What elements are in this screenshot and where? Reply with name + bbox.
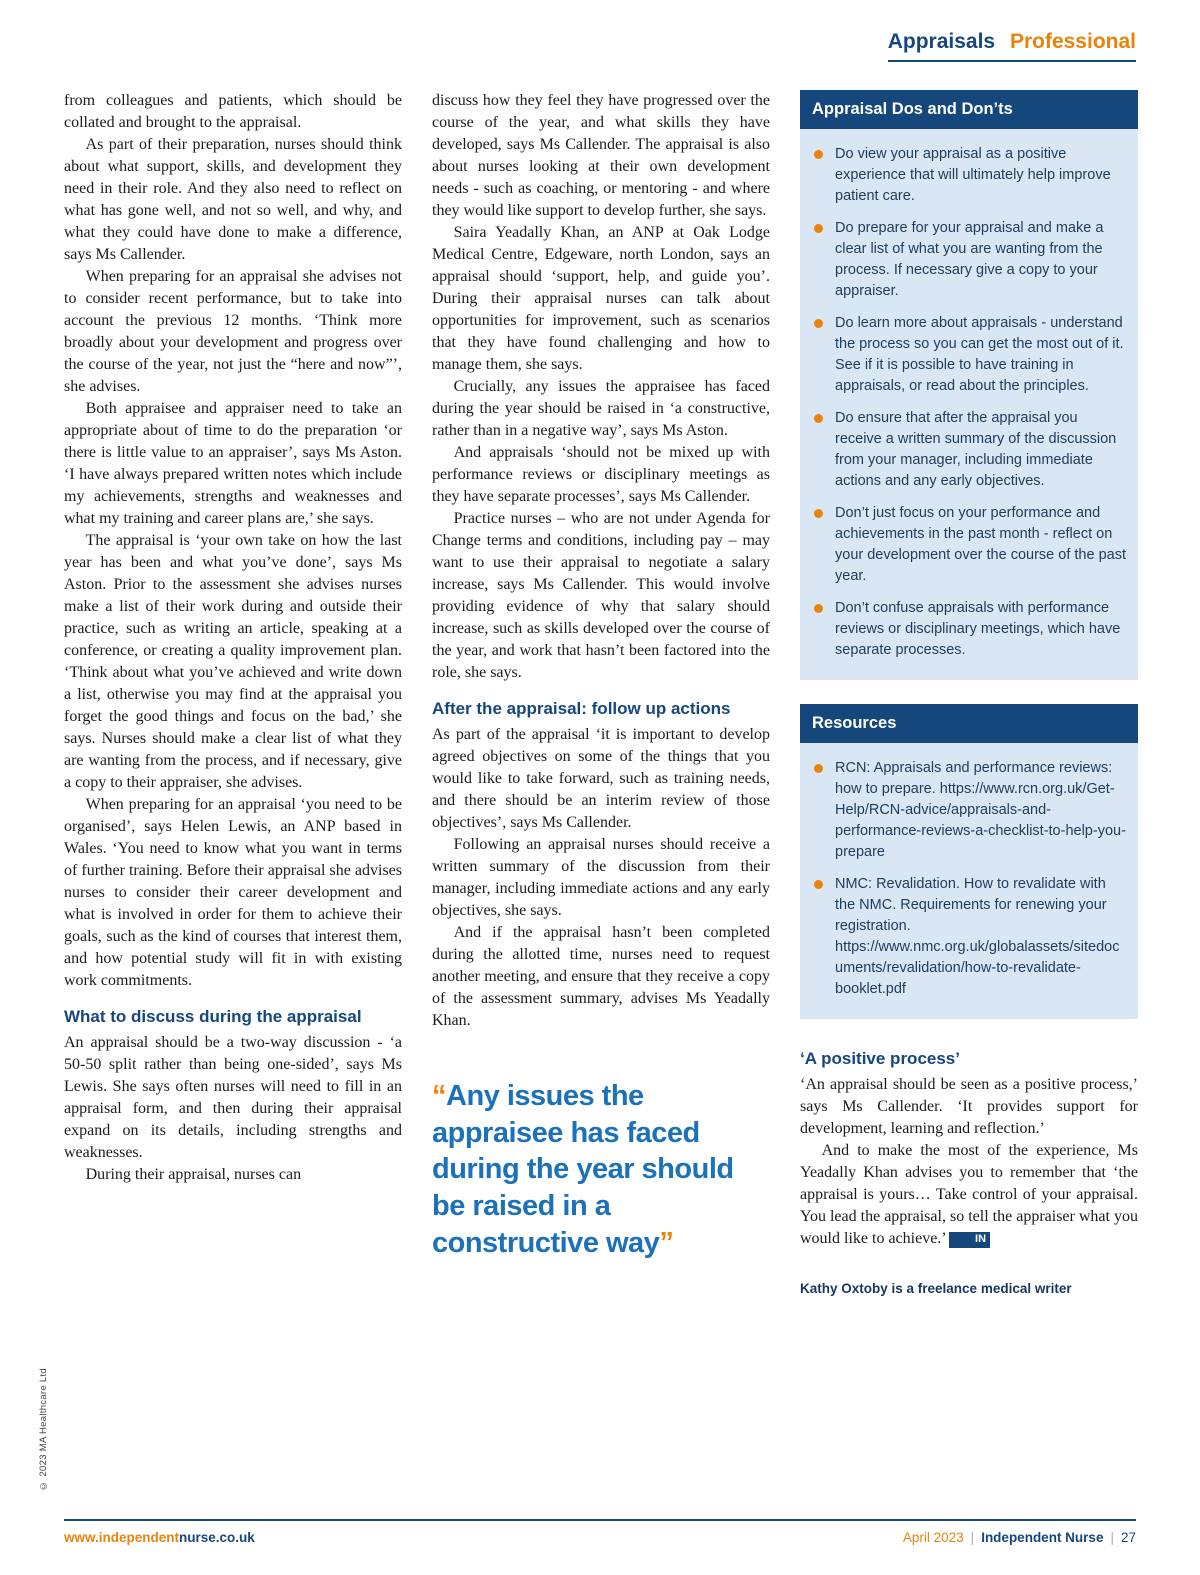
body-paragraph: As part of their preparation, nurses should think about what support, skills, and development they need in their role. And they also need to reflect on what has gone well, and not so well, and why, and what they could have done to make a difference, says Ms Callender. [64, 136, 402, 263]
body-paragraph: And appraisals ‘should not be mixed up with performance reviews or disciplinary meetings as they have separate processes’, says Ms Callender. [432, 444, 770, 505]
dos-and-donts-box-body [800, 129, 1138, 680]
body-paragraph: When preparing for an appraisal she advises not to consider recent performance, but to take into account the previous 12 months. ‘Think more broadly about your development and progress over the course of the year, not just the “here and now”’, she advises. [64, 268, 402, 395]
column-1-text [64, 90, 402, 1186]
bullet-item: RCN: Appraisals and performance reviews: how to prepare. https://www.rcn.org.uk/Get-Help/RCN-advice/appraisals-and-performance-reviews-a-checklist-to-help-you-prepare [812, 758, 1126, 863]
category-title: Professional [1009, 30, 1136, 53]
section-title: Appraisals [887, 30, 996, 53]
resources-box-body [800, 743, 1138, 1019]
author-byline: Kathy Oxtoby is a freelance medical writer [800, 1281, 1072, 1297]
body-paragraph: Both appraisee and appraiser need to take an appropriate about of time to do the preparation ‘or there is little value to an appraiser’, says Ms Aston. ‘I have always prepared written notes which include my achievements, strengths and weaknesses and what my training and career plans are,’ she says. [64, 400, 402, 527]
close-quote-mark: ” [659, 1226, 674, 1259]
body-paragraph: discuss how they feel they have progressed over the course of the year, and what skills they have developed, says Ms Callender. The appraisal is also about nurses looking at their own development needs - such as coaching, or mentoring - and where they would like support to develop further, she says. [432, 92, 770, 219]
body-paragraph: When preparing for an appraisal ‘you need to be organised’, says Helen Lewis, an ANP based in Wales. ‘You need to know what you want in terms of further training. Before their appraisal she advises nurses to consider their career development and what is involved in order for them to achieve their goals, such as the kind of courses that interest them, and how potential study will fit in with existing work commitments. [64, 796, 402, 989]
dos-and-donts-box-title: Appraisal Dos and Don’ts [800, 90, 1138, 129]
bullet-item: Don’t confuse appraisals with performance reviews or disciplinary meetings, which have separate processes. [812, 598, 1126, 661]
website-url [64, 1530, 255, 1545]
bullet-item: Do view your appraisal as a positive experience that will ultimately help improve patient care. [812, 144, 1126, 207]
body-paragraph: During their appraisal, nurses can [85, 1166, 302, 1184]
body-paragraph: from colleagues and patients, which should be collated and brought to the appraisal. [64, 92, 402, 131]
bullet-item: Do prepare for your appraisal and make a clear list of what you are wanting from the process. If necessary give a copy to your appraiser. [812, 218, 1126, 302]
running-header-title [888, 30, 1136, 62]
bullet-item: Do ensure that after the appraisal you receive a written summary of the discussion from your manager, including immediate actions and any early objectives. [812, 408, 1126, 492]
body-paragraph: Practice nurses – who are not under Agenda for Change terms and conditions, including pay – may want to use their appraisal to negotiate a salary increase, says Ms Callender. This would involve providing evidence of why that salary should increase, such as skills developed over the course of the year, and work that hasn’t been factored into the role, she says. [432, 510, 770, 681]
body-paragraph: Following an appraisal nurses should receive a written summary of the discussion from their manager, including immediate actions and any early objectives, she says. [432, 836, 770, 920]
resources-list [812, 758, 1126, 1000]
page-footer [64, 1519, 1136, 1545]
positive-process-heading: ‘A positive process’ [800, 1048, 960, 1068]
bullet-item: Don’t just focus on your performance and achievements in the past month - reflect on your development over the course of the past year. [812, 503, 1126, 587]
footer-separator: | [1110, 1530, 1114, 1545]
bullet-item: Do learn more about appraisals - understand the process so you can get the most out of it. See if it is possible to have training in appraisals, or read about the principles. [812, 313, 1126, 397]
footer-separator: | [970, 1530, 975, 1545]
bullet-item: NMC: Revalidation. How to revalidate with the NMC. Requirements for renewing your registration. https://www.nmc.org.uk/globalassets/sitedocuments/revalidation/how-to-revalidate-booklet.pdf [812, 874, 1126, 1000]
body-paragraph: ‘An appraisal should be seen as a positive process,’ says Ms Callender. ‘It provides support for development, learning and reflection.’ [800, 1076, 1138, 1138]
column-3 [800, 90, 1138, 1299]
pull-quote-text: Any issues the appraisee has faced during the year should be raised in a constructive way [432, 1080, 734, 1259]
issue-date: April 2023 [902, 1530, 964, 1545]
body-paragraph: An appraisal should be a two-way discussion - ‘a 50-50 split rather than being one-sided’, says Ms Lewis. She says often nurses will need to fill in an appraisal form, and then during their appraisal expand on its details, including strengths and weaknesses. [64, 1034, 402, 1162]
body-paragraph: The appraisal is ‘your own take on how the last year has been and what you’ve done’, says Ms Aston. Prior to the assessment she advises nurses make a list of their work during and outside their practice, such as writing an article, speaking at a conference, or creating a quality improvement plan. ‘Think about what you’ve achieved and write down a list, otherwise you may find at the appraisal you forget the good things and focus on the bad,’ she says. Nurses should make a clear list of what they are wanting from the process, and if necessary, give a copy to their appraiser, she advises. [64, 532, 402, 791]
body-paragraph: Crucially, any issues the appraisee has faced during the year should be raised in ‘a constructive, rather than in a negative way’, says Ms Aston. [432, 378, 770, 439]
copyright-notice: © 2023 MA Healthcare Ltd [38, 1368, 49, 1491]
body-paragraph: And to make the most of the experience, Ms Yeadally Khan advises you to remember that ‘the appraisal is yours… Take control of your appraisal. You lead the appraisal, so tell the appraiser what you would like to achieve.’ IN [800, 1142, 1138, 1248]
column-2 [432, 90, 770, 1299]
column-2-text [432, 90, 770, 1032]
running-header [64, 30, 1136, 62]
article-columns [64, 90, 1136, 1299]
footer-issue-info [903, 1530, 1136, 1545]
body-paragraph: As part of the appraisal ‘it is important to develop agreed objectives on some of the things that you would like to take forward, such as training needs, and there should be an interim review of those objectives’, says Ms Callender. [432, 726, 770, 832]
section-heading: After the appraisal: follow up actions [432, 699, 731, 718]
resources-box-title: Resources [800, 704, 1138, 743]
end-of-article-marker: IN [949, 1232, 990, 1248]
section-heading: What to discuss during the appraisal [64, 1007, 362, 1026]
body-paragraph: Saira Yeadally Khan, an ANP at Oak Lodge Medical Centre, Edgeware, north London, says an appraisal should ‘support, help, and guide you’. During their appraisal nurses can talk about opportunities for improvement, such as scenarios that they have found challenging and how to manage them, she says. [432, 224, 770, 373]
resources-box [800, 704, 1138, 1019]
body-paragraph: And if the appraisal hasn’t been completed during the allotted time, nurses need to request another meeting, and ensure that they receive a copy of the assessment summary, advises Ms Yeadally Khan. [432, 924, 770, 1030]
dos-and-donts-list [812, 144, 1126, 661]
column-1 [64, 90, 402, 1299]
positive-process-text [800, 1074, 1138, 1250]
website-url-prefix: www.independent [64, 1530, 180, 1545]
pull-quote [432, 1078, 770, 1261]
page-number: 27 [1120, 1530, 1136, 1545]
dos-and-donts-box [800, 90, 1138, 680]
magazine-brand: Independent Nurse [981, 1530, 1104, 1545]
website-url-suffix: nurse.co.uk [179, 1530, 255, 1545]
open-quote-mark: “ [432, 1080, 446, 1113]
